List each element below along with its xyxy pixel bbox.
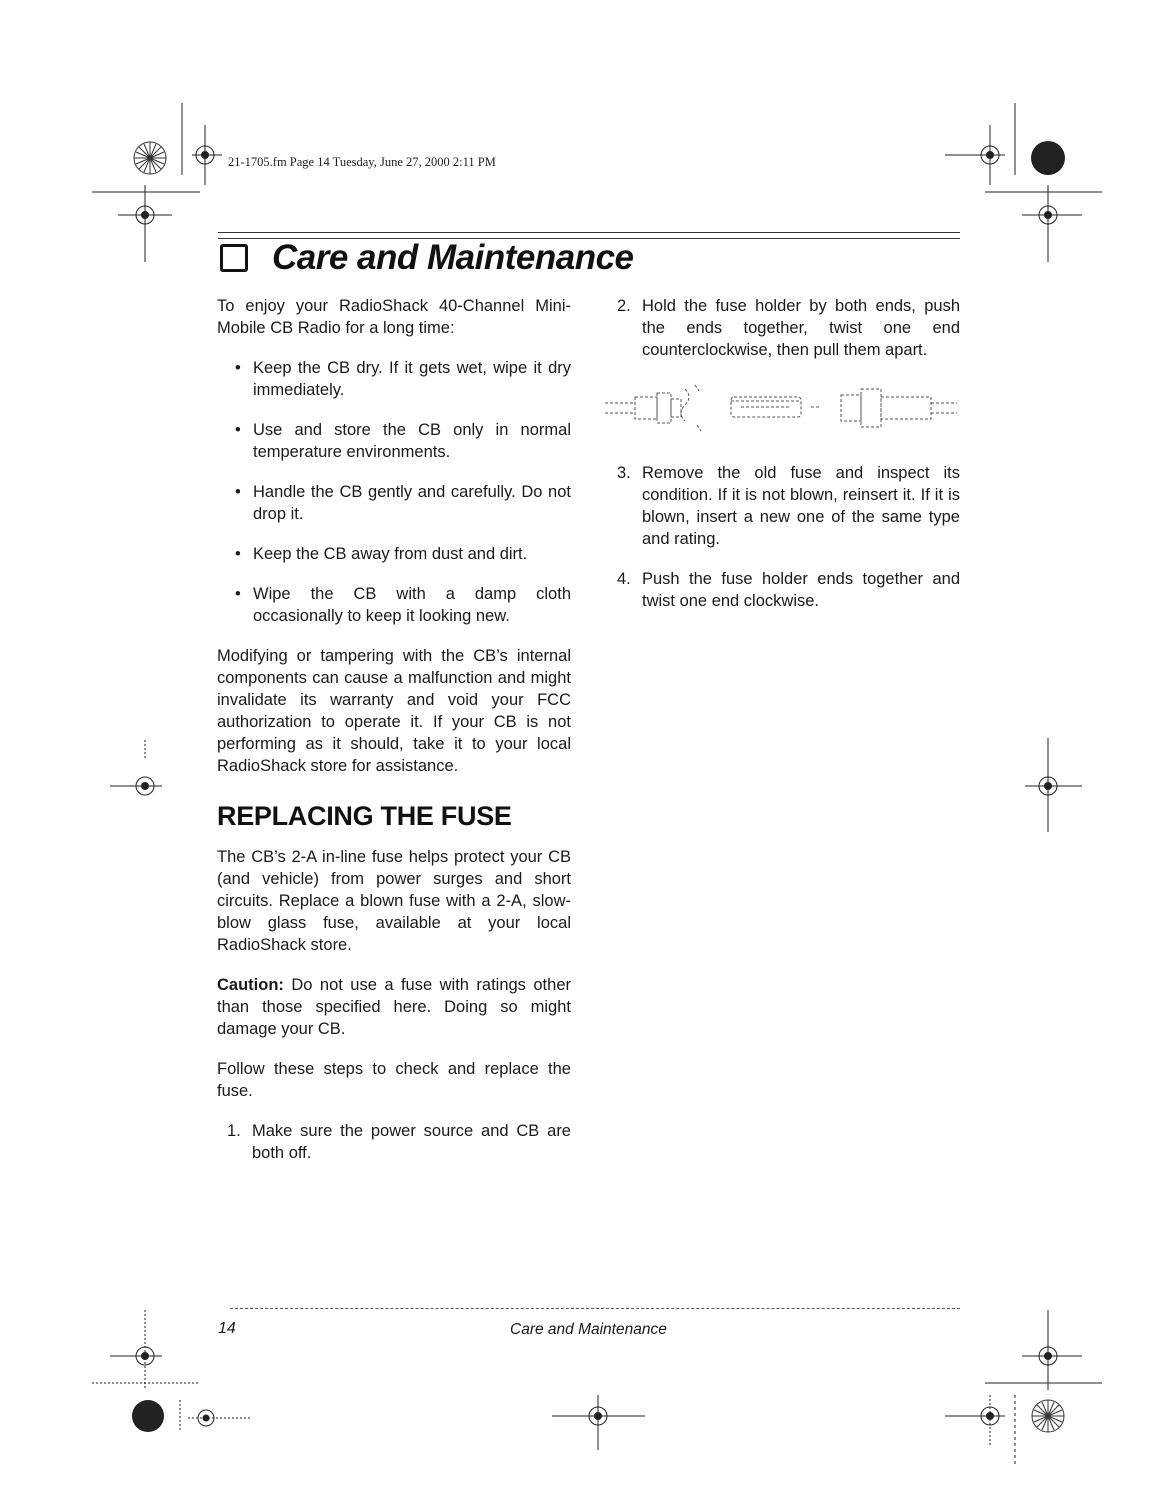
bullet-icon: • [235,585,241,603]
page-title: Care and Maintenance [272,238,634,277]
bullet-item: • Wipe the CB with a damp cloth occasionally to keep it looking new. [235,585,571,625]
step-item: 3. Remove the old fuse and inspect its condition. If it is not blown, reinsert it. If it is blown, insert a new one of the same type and rating. [617,464,960,548]
print-header: 21-1705.fm Page 14 Tuesday, June 27, 2000 2:11 PM [228,155,496,169]
bullet-icon: • [235,545,241,563]
fuse-intro-paragraph: The CB’s 2-A in-line fuse helps protect your CB (and vehicle) from power surges and short circuits. Replace a blown fuse with a 2-A, slow-blow glass fuse, available at your local RadioShack store. [217,848,571,954]
bullet-item: • Keep the CB dry. If it gets wet, wipe it dry immediately. [235,359,571,399]
care-bullet-list [217,357,571,627]
bullet-item: • Handle the CB gently and carefully. Do not drop it. [235,483,571,523]
fuse-holder-illustration [605,381,957,437]
modifying-warning: Modifying or tampering with the CB’s internal components can cause a malfunction and might invalidate its warranty and void your FCC authorization to operate it. If your CB is not performing as it should, take it to your local RadioShack store for assistance. [217,647,571,775]
step-item: 1. Make sure the power source and CB are both off. [227,1122,571,1162]
footer-rule [230,1308,960,1309]
caution-paragraph: Caution: Do not use a fuse with ratings other than those specified here. Doing so might damage your CB. [217,976,571,1038]
section-heading: REPLACING THE FUSE [217,801,512,831]
bullet-icon: • [235,483,241,501]
bullet-icon: • [235,359,241,377]
step-list-left [217,1120,571,1164]
intro-paragraph: To enjoy your RadioShack 40-Channel Mini-Mobile CB Radio for a long time: [217,297,571,337]
right-column [617,295,960,612]
bullet-icon: • [235,421,241,439]
follow-steps-paragraph: Follow these steps to check and replace the fuse. [217,1060,571,1100]
caution-label: Caution: [217,976,284,994]
page-number: 14 [218,1320,236,1337]
step-item: 4. Push the fuse holder ends together and twist one end clockwise. [617,570,960,610]
footer-section-title: Care and Maintenance [510,1321,667,1338]
step-list-right [617,295,960,361]
step-list-right-cont [617,462,960,612]
step-item: 2. Hold the fuse holder by both ends, push the ends together, twist one end counterclockwise, then pull them apart. [617,297,960,359]
checkbox-square-icon [220,244,248,272]
left-column [217,295,571,1164]
bullet-item: • Keep the CB away from dust and dirt. [235,545,528,563]
bullet-item: • Use and store the CB only in normal temperature environments. [235,421,571,461]
